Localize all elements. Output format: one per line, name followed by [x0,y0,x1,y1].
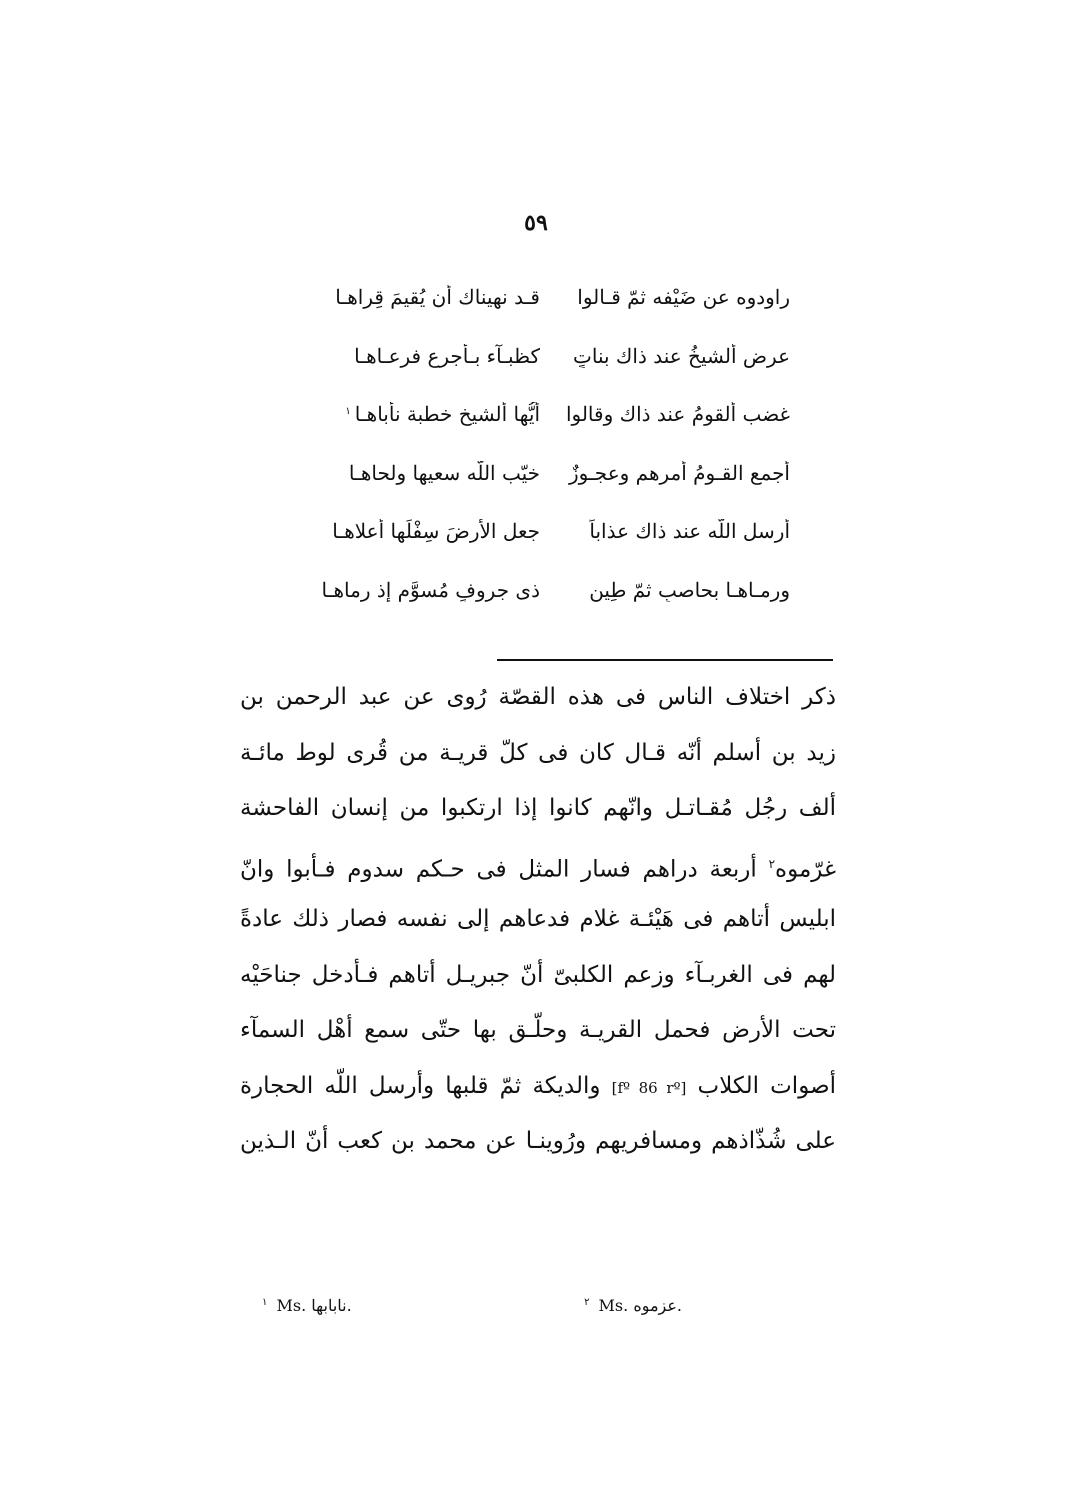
prose-line: زيد بن أسلم أنّه قـال كان فى كلّ قريـة من قُرى لوط مائـة [240,739,836,766]
verse-first-hemistich: أجمع القـومُ أمرهم وعجـوزٌ [568,460,790,485]
page-number: ٥٩ [524,210,548,236]
footnote: $^١$ Ms. نابابها. [262,1296,352,1315]
prose-line: لهم فى الغربـآء وزعم الكلبىّ أنّ جبريـل أتاهم فـأدخل جناحَيْه [240,961,836,988]
verse-first-hemistich: راودوه عن ضَيْفه ثمّ قـالوا [577,285,790,310]
verse-first-hemistich: غضب ألقومُ عند ذاك وقالوا [565,402,790,427]
verse-second-hemistich [290,402,540,426]
poem-verse [290,268,790,327]
verse-second-hemistich-text: أيُّها ألشيخ خطبة نأباهـا [354,402,540,427]
verse-first-hemistich: عرض ألشيخُ عند ذاك بناتٍ [573,343,790,368]
footnote-number: ٢ [584,1296,590,1308]
prose-line: على شُذّاذهم ومسافريهم ورُوينـا عن محمد بن كعب أنّ الـذين [240,1128,836,1154]
footnotes [262,1296,682,1315]
prose-paragraph [240,670,836,1170]
poem-verse [290,385,790,444]
prose-text: أصوات الكلاب [686,1072,836,1099]
prose-line: ألف رجُل مُقـاتـل وانّهم كانوا إذا ارتكبوا من إنسان الفاحشة [240,795,836,821]
verse-second-hemistich: كظبـآء بـأجرع فرعـاهـا [354,343,540,368]
footnote-label: Ms. [276,1296,307,1315]
prose-text: غرّموه [775,856,836,883]
prose-text: والديكة ثمّ قلبها وأرسل اللّه الحجارة [240,1072,612,1099]
prose-text: أربعة دراهم فسار المثل فى حـكم سدوم فـأبوا وانّ [240,856,769,883]
verse-second-hemistich: خيّب اللّه سعيها ولحاهـا [348,460,540,485]
footnote-marker: ١ [345,405,351,417]
verse-first-hemistich: أرسل اللّه عند ذاك عذاباً [589,519,790,544]
footnote-word: نابابها [311,1296,347,1315]
poem-verse [290,561,790,620]
footnote-marker: ٢ [768,856,776,871]
poem-verse [290,444,790,503]
prose-line: ابليس أتاهم فى هَيْئـة غلام فدعاهم إلى نفسه فصار ذلك عادةً [240,906,836,932]
prose-line [240,837,836,893]
prose-line [240,1059,836,1115]
poem [290,268,790,619]
prose-line: ذكر اختلاف الناس فى هذه القصّة رُوى عن عبد الرحمن بن [240,684,836,710]
prose-line: تحت الأرض فحمل القريـة وحلّـق بها حتّى سمع أهْل السمآء [240,1017,836,1043]
poem-verse [290,502,790,561]
folio-reference: [fº 86 rº] [611,1078,687,1097]
verse-first-hemistich: ورمـاهـا بحاصبٍ ثمّ طِينٍ [589,577,790,602]
section-divider [497,659,833,661]
footnote: $^٢$ Ms. عزموه. [584,1296,682,1315]
footnote-number: ١ [262,1296,268,1308]
footnote-label: Ms. [598,1296,629,1315]
footnote-word: عزموه [633,1296,677,1315]
verse-second-hemistich: جعل الأرضَ سِفْلَها أعلاهـا [332,519,540,544]
verse-second-hemistich: ذى جروفٍ مُسوَّمٍ إذ رماهـا [321,577,540,602]
poem-verse [290,327,790,386]
verse-second-hemistich: قـد نهيناك أن يُقيمَ قِراهـا [335,285,540,310]
